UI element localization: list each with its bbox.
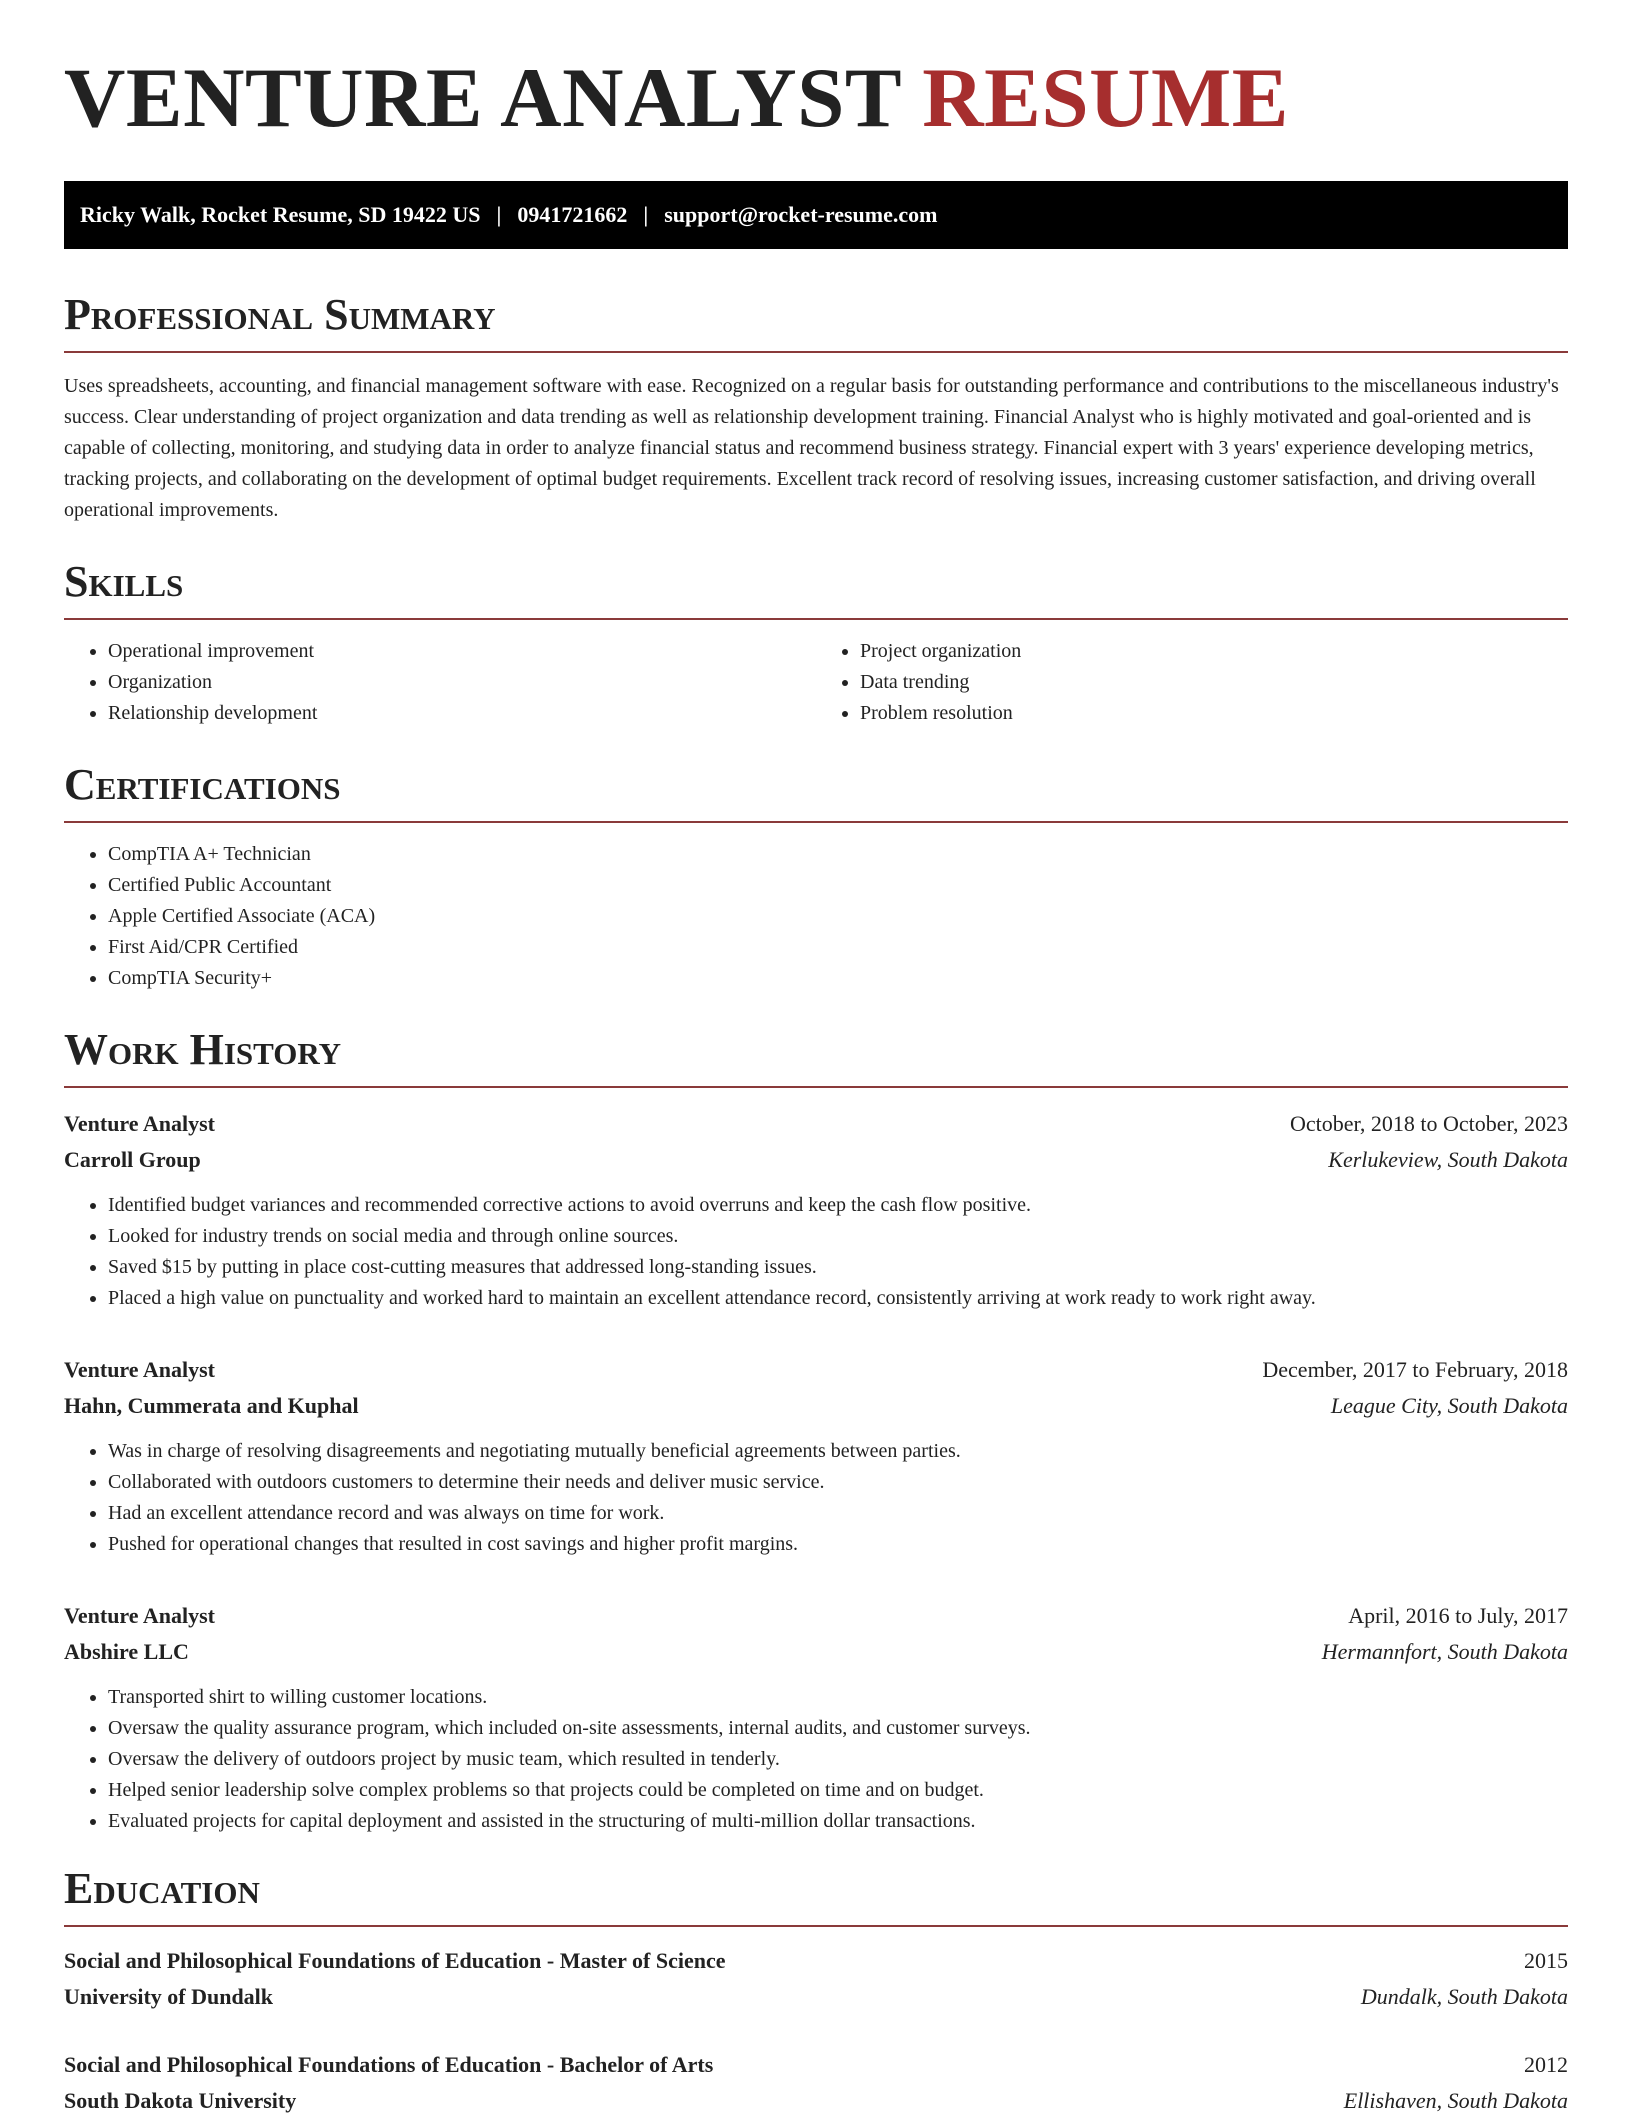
education-section [64, 1864, 1568, 2119]
certification-item: • CompTIA Security+ [108, 963, 1568, 994]
job-company-row [64, 1142, 1568, 1178]
skill-item: • Project organization [860, 636, 1568, 667]
resume-title-main: VENTURE ANALYST [64, 51, 901, 145]
skill-item: • Organization [108, 667, 816, 698]
job-location: League City, South Dakota [1330, 1393, 1568, 1418]
job-bullet: • Pushed for operational changes that resulted in cost savings and higher profit margins. [108, 1529, 1568, 1560]
education-degree: Social and Philosophical Foundations of Education - Master of Science [64, 1948, 726, 1973]
education-degree: Social and Philosophical Foundations of Education - Bachelor of Arts [64, 2052, 714, 2077]
skills-section [64, 557, 1568, 729]
contact-phone: 0941721662 [517, 202, 628, 227]
education-heading: Education [64, 1867, 1568, 1927]
work-section [64, 1025, 1568, 1837]
summary-section [64, 290, 1568, 526]
summary-text: Uses spreadsheets, accounting, and financial management software with ease. Recognized on a regular basis for outstanding performance and contributions to the miscellaneous industry's success. Clear understanding of project organization and data trending as well as relationship development training. Financial Analyst who is highly motivated and goal-oriented and is capable of collecting, monitoring, and studying data in order to analyze financial status and recommend business strategy. Financial expert with 3 years' experience developing metrics, tracking projects, and collaborating on the development of optimal budget requirements. Excellent track record of resolving issues, increasing customer satisfaction, and driving overall operational improvements. [64, 375, 1559, 521]
education-school-row [64, 2083, 1568, 2119]
job-bullets [64, 1682, 1568, 1837]
job-bullet: • Looked for industry trends on social media and through online sources. [108, 1221, 1568, 1252]
job-bullet: • Saved $15 by putting in place cost-cutting measures that addressed long-standing issues. [108, 1252, 1568, 1283]
certifications-heading: Certifications [64, 763, 1568, 823]
skill-item: • Problem resolution [860, 698, 1568, 729]
job-title: Venture Analyst [64, 1111, 215, 1136]
job-bullets [64, 1190, 1568, 1314]
contact-separator: | [643, 202, 649, 227]
education-location: Dundalk, South Dakota [1360, 1984, 1568, 2009]
skills-list-left [64, 636, 816, 729]
contact-separator: | [496, 202, 502, 227]
certification-item: • First Aid/CPR Certified [108, 932, 1568, 963]
job-company: Carroll Group [64, 1147, 201, 1172]
job-location: Hermannfort, South Dakota [1321, 1639, 1568, 1664]
education-degree-row [64, 1943, 1568, 1979]
job-company: Hahn, Cummerata and Kuphal [64, 1393, 359, 1418]
skills-grid [64, 636, 1568, 729]
job-bullet: • Oversaw the delivery of outdoors project by music team, which resulted in tenderly. [108, 1744, 1568, 1775]
contact-bar [64, 181, 1568, 249]
job-location: Kerlukeview, South Dakota [1328, 1147, 1568, 1172]
job-entry [64, 1598, 1568, 1837]
education-year: 2012 [1524, 2052, 1568, 2077]
education-entry [64, 1943, 1568, 2015]
skills-list-right [816, 636, 1568, 729]
job-company-row [64, 1634, 1568, 1670]
summary-heading: Professional Summary [64, 293, 1568, 353]
contact-email: support@rocket-resume.com [664, 202, 938, 227]
job-bullet: • Collaborated with outdoors customers to determine their needs and deliver music service. [108, 1467, 1568, 1498]
resume-title [64, 51, 1568, 145]
job-bullet: • Oversaw the quality assurance program, which included on-site assessments, internal audits, and customer surveys. [108, 1713, 1568, 1744]
contact-address: Ricky Walk, Rocket Resume, SD 19422 US [80, 202, 481, 227]
certification-item: • Certified Public Accountant [108, 870, 1568, 901]
education-degree-row [64, 2047, 1568, 2083]
job-bullets [64, 1436, 1568, 1560]
education-location: Ellishaven, South Dakota [1343, 2088, 1568, 2113]
skills-heading: Skills [64, 560, 1568, 620]
skill-item: • Operational improvement [108, 636, 816, 667]
job-header-row [64, 1352, 1568, 1388]
job-header-row [64, 1106, 1568, 1142]
certifications-section [64, 760, 1568, 994]
job-dates: October, 2018 to October, 2023 [1289, 1111, 1568, 1136]
job-title: Venture Analyst [64, 1357, 215, 1382]
education-year: 2015 [1524, 1948, 1568, 1973]
certification-item: • CompTIA A+ Technician [108, 839, 1568, 870]
job-bullet: • Was in charge of resolving disagreements and negotiating mutually beneficial agreements between parties. [108, 1436, 1568, 1467]
job-bullet: • Transported shirt to willing customer locations. [108, 1682, 1568, 1713]
certification-item: • Apple Certified Associate (ACA) [108, 901, 1568, 932]
education-entry [64, 2047, 1568, 2119]
job-bullet: • Identified budget variances and recommended corrective actions to avoid overruns and keep the cash flow positive. [108, 1190, 1568, 1221]
job-bullet: • Helped senior leadership solve complex problems so that projects could be completed on time and on budget. [108, 1775, 1568, 1806]
job-company-row [64, 1388, 1568, 1424]
job-dates: April, 2016 to July, 2017 [1348, 1603, 1568, 1628]
job-bullet: • Had an excellent attendance record and was always on time for work. [108, 1498, 1568, 1529]
skill-item: • Relationship development [108, 698, 816, 729]
job-company: Abshire LLC [64, 1639, 189, 1664]
resume-title-accent: RESUME [922, 51, 1289, 145]
job-entry [64, 1106, 1568, 1314]
job-header-row [64, 1598, 1568, 1634]
education-school: South Dakota University [64, 2088, 297, 2113]
education-school: University of Dundalk [64, 1984, 274, 2009]
job-title: Venture Analyst [64, 1603, 215, 1628]
work-heading: Work History [64, 1028, 1568, 1088]
job-entry [64, 1352, 1568, 1560]
certifications-list [64, 839, 1568, 994]
education-school-row [64, 1979, 1568, 2015]
job-bullet: • Placed a high value on punctuality and worked hard to maintain an excellent attendance record, consistently arriving at work ready to work right away. [108, 1283, 1568, 1314]
job-dates: December, 2017 to February, 2018 [1262, 1357, 1568, 1382]
job-bullet: • Evaluated projects for capital deployment and assisted in the structuring of multi-million dollar transactions. [108, 1806, 1568, 1837]
skill-item: • Data trending [860, 667, 1568, 698]
